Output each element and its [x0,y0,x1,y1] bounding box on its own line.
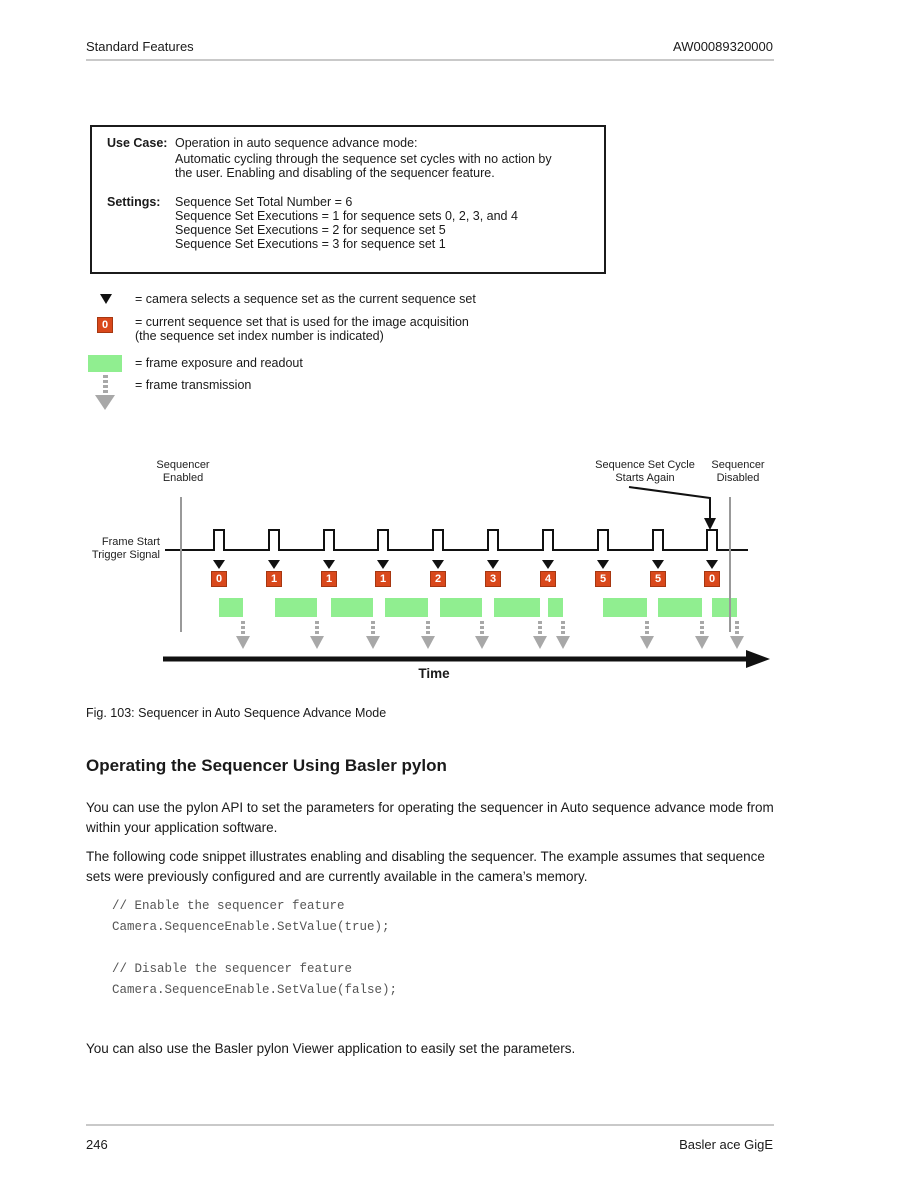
sequence-set-index-box: 0 [211,571,227,587]
sequence-set-index-box: 1 [321,571,337,587]
figure-caption: Fig. 103: Sequencer in Auto Sequence Advance Mode [86,706,387,720]
settings-line: Sequence Set Executions = 1 for sequence sets 0, 2, 3, and 4 [175,209,518,224]
sequence-set-index-box: 5 [650,571,666,587]
paragraph-2: The following code snippet illustrates enabling and disabling the sequencer. The example assumes that sequence sets were previously configured and are currently available in the camera’s memory. [86,849,765,884]
exposure-readout-swatch-icon [88,355,122,372]
sequencer-disabled-label: Sequencer Disabled [711,459,765,484]
footer-page-number: 246 [86,1137,108,1152]
select-marker-icon [487,560,499,569]
transmission-arrow-icon [421,621,435,649]
transmission-arrow-icon [695,621,709,649]
sequence-set-index-box: 5 [595,571,611,587]
transmission-arrow-icon [310,621,324,649]
select-marker-icon [377,560,389,569]
select-marker-icon [706,560,718,569]
sequencer-disabled-line [729,497,731,632]
exposure-readout-bar [658,598,702,617]
sequencer-enabled-label: Sequencer Enabled [156,459,210,484]
header-rule [86,59,774,61]
sequence-set-index-box: 4 [540,571,556,587]
transmission-arrow-icon [640,621,654,649]
exposure-readout-bar [548,598,563,617]
settings-line: Sequence Set Executions = 3 for sequence set 1 [175,236,446,251]
code-line [112,938,397,959]
exposure-readout-bar [275,598,317,617]
paragraph-3: You can also use the Basler pylon Viewer application to easily set the parameters. [86,1041,576,1056]
transmission-arrow-icon [556,621,570,649]
exposure-readout-bar [219,598,243,617]
sequence-set-index-box-icon: 0 [97,317,113,333]
transmission-arrow-icon [95,375,115,410]
transmission-arrow-icon [533,621,547,649]
transmission-arrow-icon [730,621,744,649]
code-line: // Disable the sequencer feature [112,962,353,976]
sequence-set-index-box: 1 [266,571,282,587]
select-marker-icon [542,560,554,569]
sequence-set-index-box: 1 [375,571,391,587]
settings-label: Settings: [107,195,161,210]
legend-transmission-text: = frame transmission [135,378,252,392]
legend-index-box-text: = current sequence set that is used for the image acquisition (the sequence set index number is indicated) [135,315,469,343]
sequence-set-index-box: 2 [430,571,446,587]
use-case-label: Use Case: [107,136,168,150]
code-line: Camera.SequenceEnable.SetValue(true); [112,920,390,934]
code-line: Camera.SequenceEnable.SetValue(false); [112,983,398,997]
use-case-box [90,125,606,274]
exposure-readout-bar [440,598,482,617]
select-marker-icon [652,560,664,569]
use-case-detail: Automatic cycling through the sequence set cycles with no action by the user. Enabling and disabling of the sequencer feature. [175,151,552,180]
sequencer-timing-diagram [0,450,902,695]
sequencer-enabled-line [180,497,182,632]
select-marker-icon [100,294,112,304]
cycle-starts-again-label: Sequence Set Cycle Starts Again [595,459,695,484]
select-marker-icon [213,560,225,569]
footer-product-name: Basler ace GigE [679,1137,773,1152]
code-snippet [112,896,397,1001]
transmission-arrow-icon [366,621,380,649]
exposure-readout-bar [494,598,540,617]
sequence-set-index-box: 3 [485,571,501,587]
legend-exposure-text: = frame exposure and readout [135,356,303,370]
legend-select-marker-text: = camera selects a sequence set as the current sequence set [135,292,476,306]
select-marker-icon [323,560,335,569]
use-case-content [175,137,596,180]
frame-start-trigger-signal-label: Frame Start Trigger Signal [91,536,160,561]
diagram-events [0,450,902,695]
use-case-intro: Operation in auto sequence advance mode: [175,136,418,150]
header-left-text: Standard Features [86,39,194,54]
transmission-arrow-icon [475,621,489,649]
exposure-readout-bar [603,598,647,617]
select-marker-icon [432,560,444,569]
exposure-readout-bar [712,598,737,617]
section-heading: Operating the Sequencer Using Basler pylon [86,756,447,775]
select-marker-icon [268,560,280,569]
exposure-readout-bar [385,598,428,617]
footer-rule [86,1124,774,1126]
header-right-doc-code: AW00089320000 [673,39,773,54]
settings-line: Sequence Set Total Number = 6 [175,195,353,210]
code-line: // Enable the sequencer feature [112,899,345,913]
time-axis-label: Time [418,666,450,681]
sequence-set-index-box: 0 [704,571,720,587]
settings-line: Sequence Set Executions = 2 for sequence set 5 [175,222,446,237]
select-marker-icon [597,560,609,569]
paragraph-1: You can use the pylon API to set the parameters for operating the sequencer in Auto sequence advance mode from within your application software. [86,800,774,835]
exposure-readout-bar [331,598,373,617]
transmission-arrow-icon [236,621,250,649]
settings-content [175,196,596,251]
